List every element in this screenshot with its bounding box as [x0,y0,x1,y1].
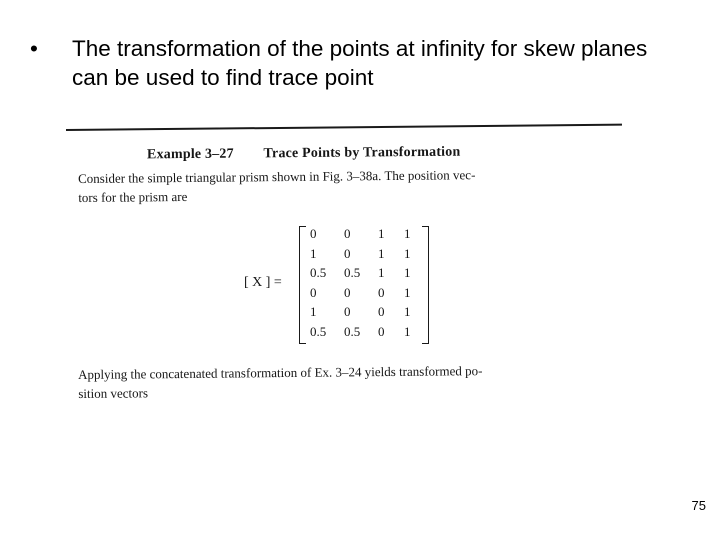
outro-line: Applying the concatenated transformation of Ex. 3–24 yields transformed po- [78,363,483,382]
matrix-cell: 0 [378,323,385,339]
matrix-cell: 0 [344,245,351,261]
outro-paragraph [78,361,483,403]
matrix-cell: 0.5 [344,265,361,280]
matrix-label: [ X ] = [244,275,282,290]
outro-line: sition vectors [78,385,149,401]
matrix-cell: 0.5 [344,323,361,339]
scanned-book-excerpt [62,122,628,412]
matrix-cell: 0 [378,304,385,319]
matrix-cell: 0 [344,226,351,241]
example-title: Trace Points by Transformation [263,144,461,162]
matrix-cell: 1 [404,284,411,300]
bullet-point [30,34,670,92]
matrix-left-bracket [299,226,306,344]
matrix-cell: 0 [344,304,351,319]
page-number: 75 [691,498,706,513]
matrix-right-bracket [422,226,429,344]
matrix-cell: 1 [378,265,385,280]
matrix-cell: 1 [404,265,411,280]
intro-paragraph [78,165,476,207]
bullet-symbol: • [30,36,38,61]
matrix-cell: 1 [404,226,411,241]
example-number: Example 3–27 [146,146,234,163]
matrix-cell: 1 [378,226,385,241]
intro-line: Consider the simple triangular prism shown in Fig. 3–38a. The position vec- [78,167,476,186]
matrix-cell: 0 [344,284,351,300]
matrix-cell: 1 [378,245,385,261]
matrix-cell: 1 [404,304,411,319]
matrix-cell: 1 [310,304,317,319]
matrix-cell: 0 [310,284,317,300]
position-vector-matrix [299,226,429,344]
example-heading [147,145,461,164]
matrix-grid [310,226,424,343]
matrix-cell: 0.5 [310,323,327,339]
matrix-cell: 0 [310,226,317,241]
matrix-cell: 0.5 [310,265,327,280]
matrix-cell: 1 [404,323,411,339]
bullet-text: The transformation of the points at infinity for skew planes can be used to find trace point [72,36,648,90]
intro-line: tors for the prism are [78,188,188,205]
section-rule [66,124,622,131]
matrix-cell: 1 [310,245,317,261]
matrix-cell: 0 [378,284,385,300]
matrix-cell: 1 [404,245,411,261]
